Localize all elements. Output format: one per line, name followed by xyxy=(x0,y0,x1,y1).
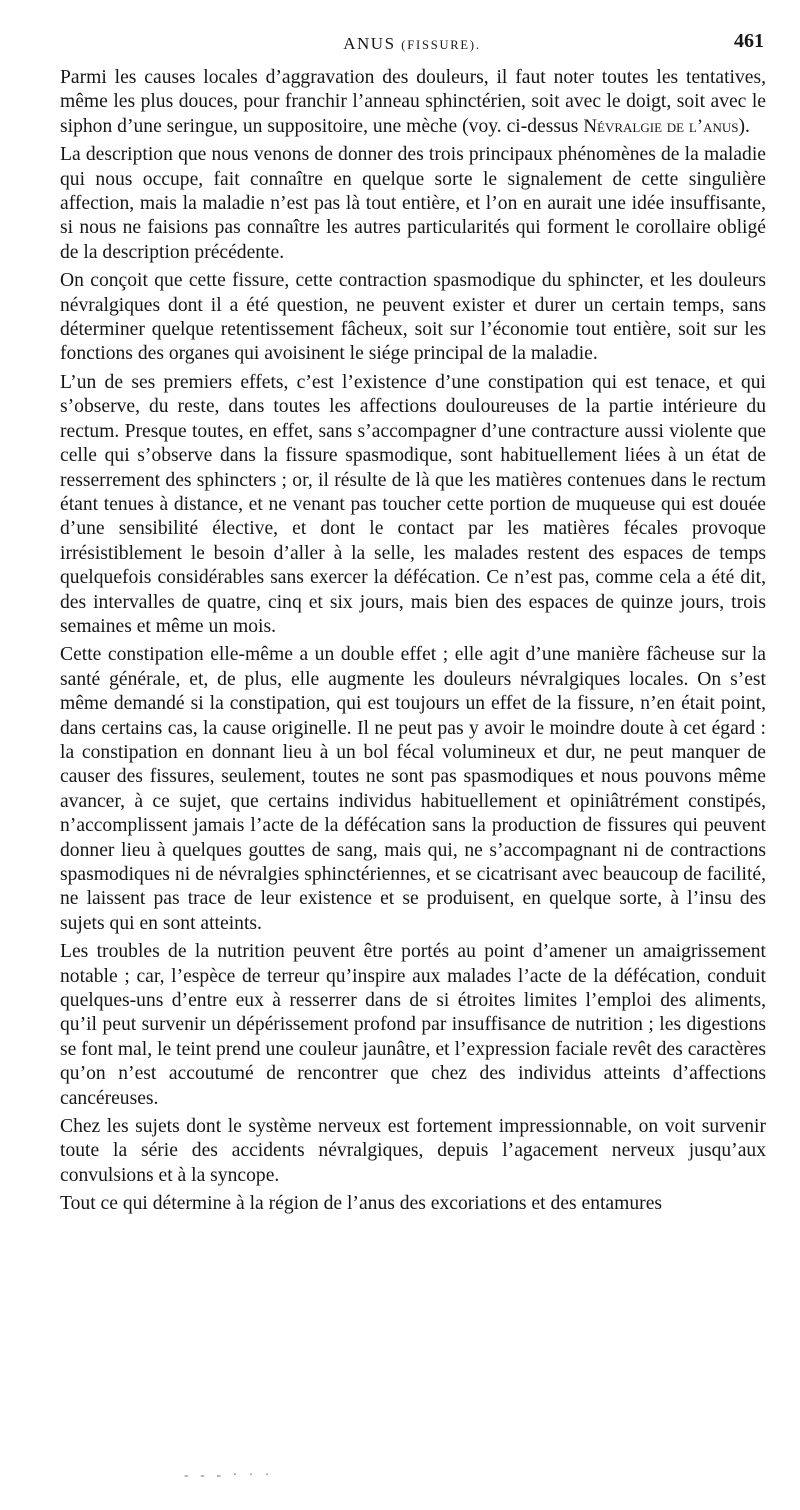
body-text xyxy=(60,66,766,1221)
paragraph-1-end: ). xyxy=(738,115,750,137)
paragraph-1 xyxy=(60,66,766,139)
paragraph-2: La description que nous venons de donner des trois principaux phénomènes de la maladie qui nous occupe, fait connaître en quelque sorte le signalement de cette singulière affection, mais la maladie n’est pas là tout entière, et l’on en aurait une idée insuffisante, si nous ne faisions pas connaître les autres particularités qui forment le corollaire obligé de la description précédente. xyxy=(60,144,766,263)
paragraph-1-text: Parmi les causes locales d’aggravation des douleurs, il faut noter toutes les tentatives, même les plus douces, pour franchir l’anneau sphinctérien, soit avec le doigt, soit avec le siphon d’une seringue, un suppositoire, une mèche (voy. ci-dessus xyxy=(60,67,766,137)
paragraph-6: Les troubles de la nutrition peuvent être portés au point d’amener un amaigrissement notable ; car, l’espèce de terreur qu’inspire aux malades l’acte de la défécation, conduit quelques-uns d’entre eux à resserrer dans de si étroites limites l’emploi des aliments, qu’il peut survenir un dépérissement profond par insuffisance de nutrition ; les digestions se font mal, le teint prend une couleur jaunâtre, et l’expression faciale revêt des caractères qu’on n’est accoutumé de rencontrer que chez des individus atteints d’affections cancéreuses. xyxy=(60,941,766,1109)
running-title xyxy=(56,34,768,54)
running-title-sub: (FISSURE). xyxy=(401,38,481,52)
cross-reference: Névralgie de l’anus xyxy=(583,115,739,137)
paragraph-8: Tout ce qui détermine à la région de l’anus des excoriations et des entamures xyxy=(60,1193,663,1215)
paragraph-3: On conçoit que cette fissure, cette contraction spasmodique du sphincter, et les douleurs névralgiques dont il a été question, ne peuvent exister et durer un certain temps, sans déterminer quelque retentissement fâcheux, soit sur l’économie tout entière, soit sur les fonctions des organes qui avoisinent le siége principal de la maladie. xyxy=(60,270,766,365)
paragraph-7: Chez les sujets dont le système nerveux est fortement impressionnable, on voit survenir toute la série des accidents névralgiques, depuis l’agacement nerveux jusqu’aux convulsions et à la syncope. xyxy=(60,1116,766,1186)
paragraph-5: Cette constipation elle-même a un double effet ; elle agit d’une manière fâcheuse sur la santé générale, et, de plus, elle augmente les douleurs névralgiques locales. On s’est même demandé si la constipation, qui est toujours un effet de la fissure, n’en était point, dans certains cas, la cause originelle. Il ne peut pas y avoir le moindre doute à cet égard : la constipation en donnant lieu à un bol fécal volumineux et dur, ne peut manquer de causer des fissures, seulement, toutes ne sont pas spasmodiques et nous pouvons même avancer, à ce sujet, que certains individus habituellement et opiniâtrément constipés, n’accomplissent jamais l’acte de la défécation sans la production de fissures qui peuvent donner lieu à quelques gouttes de sang, mais qui, ne s’accompagnant ni de contractions spasmodiques ni de névralgies sphinctériennes, et se cicatrisant avec beaucoup de facilité, ne laissent pas trace de leur existence et se produisent, en quelque sorte, à l’insu des sujets qui en sont atteints. xyxy=(60,644,766,934)
running-header xyxy=(56,30,768,60)
page-number: 461 xyxy=(734,30,764,52)
paragraph-4: L’un de ses premiers effets, c’est l’existence d’une constipation qui est tenace, et qui s’observe, du reste, dans toutes les affections douloureuses de la partie intérieure du rectum. Presque toutes, en effet, sans s’accompagner d’une contracture aussi violente que celle qui s’observe dans la fissure spasmodique, sont habituellement liées à un état de resserrement des sphincters ; or, il résulte de là que les matières contenues dans le rectum étant tenues à distance, et ne venant pas toucher cette portion de muqueuse qui est douée d’une sensibilité élective, et dont le contact par les matières fécales provoque irrésistiblement le besoin d’aller à la selle, les malades restent des espaces de temps quelquefois considérables sans exercer la défécation. Ce n’est pas, comme cela a été dit, des intervalles de quatre, cinq et six jours, mais bien des espaces de quinze jours, trois semaines et même un mois. xyxy=(60,371,766,637)
footer-marks: - - - · · · xyxy=(184,1468,274,1483)
running-title-main: ANUS xyxy=(343,34,396,53)
